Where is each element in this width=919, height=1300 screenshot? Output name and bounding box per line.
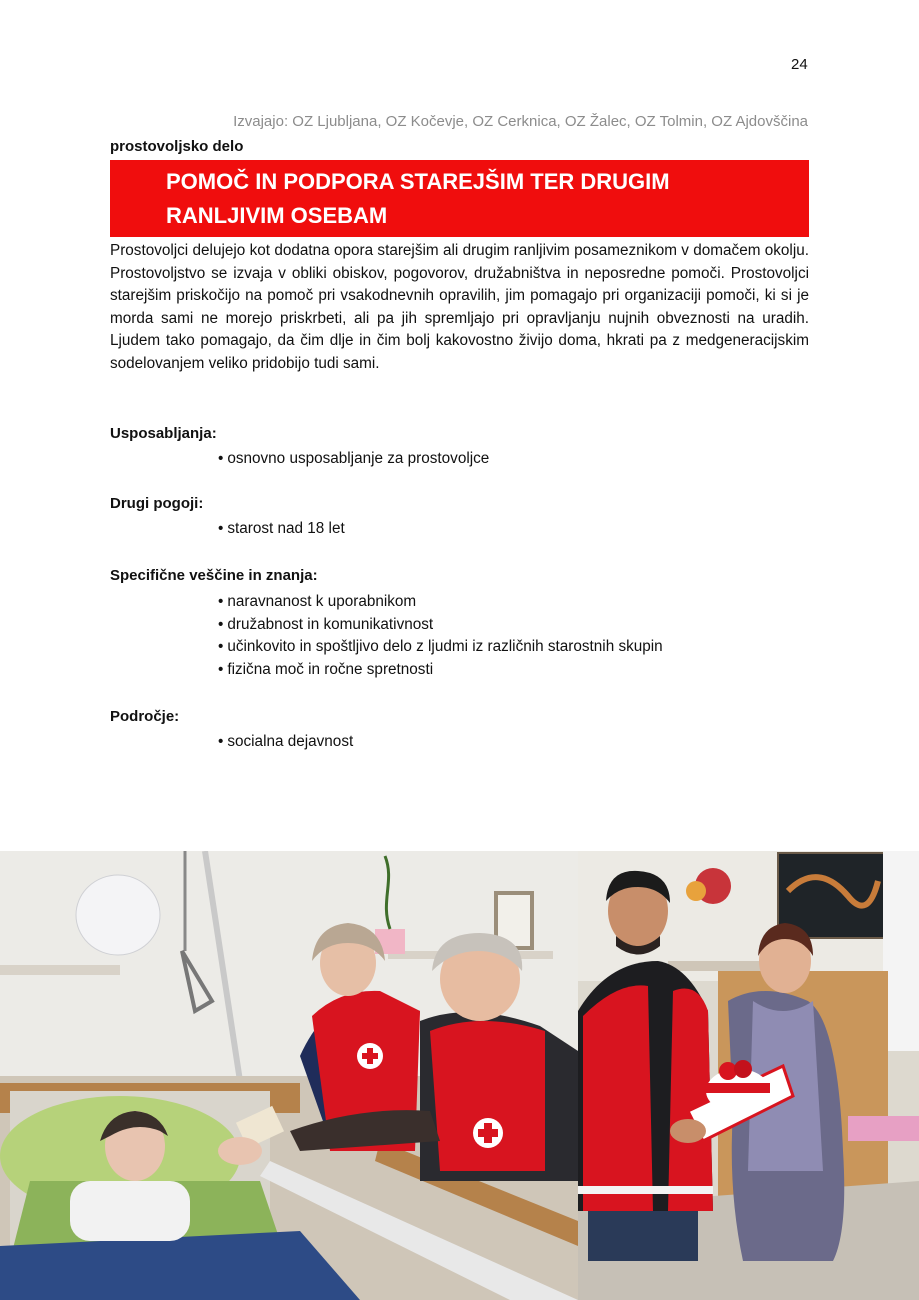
list-item xyxy=(218,518,345,541)
skills-list xyxy=(218,591,663,681)
page-number: 24 xyxy=(791,56,808,73)
training-list xyxy=(218,448,489,471)
list-item-text: starost nad 18 let xyxy=(227,520,345,537)
conditions-list xyxy=(218,518,345,541)
photo-bedside-visit xyxy=(0,851,578,1300)
list-item xyxy=(218,591,663,614)
section-label-skills: Specifične veščine in znanja: xyxy=(110,567,318,584)
list-item xyxy=(218,448,489,471)
section-label-area: Področje: xyxy=(110,708,180,725)
list-item-text: fizična moč in ročne spretnosti xyxy=(227,660,434,678)
list-item-text: osnovno usposabljanje za prostovoljce xyxy=(227,450,490,467)
photo-cake-gift xyxy=(578,851,919,1300)
executors-line: Izvajajo: OZ Ljubljana, OZ Kočevje, OZ Cerknica, OZ Žalec, OZ Tolmin, OZ Ajdovščina xyxy=(233,113,808,130)
list-item xyxy=(218,614,663,637)
section-label-training: Usposabljanja: xyxy=(110,425,217,442)
list-item-text: družabnost in komunikativnost xyxy=(227,615,434,633)
list-item xyxy=(218,731,353,754)
list-item xyxy=(218,659,663,682)
list-item-text: naravnanost k uporabnikom xyxy=(227,593,417,610)
area-list xyxy=(218,731,353,754)
list-item xyxy=(218,636,663,659)
list-item-text: socialna dejavnost xyxy=(227,733,354,750)
title-bar xyxy=(110,160,809,237)
title-line: POMOČ IN PODPORA STAREJŠIM TER DRUGIM xyxy=(166,169,670,194)
section-label-conditions: Drugi pogoji: xyxy=(110,495,204,512)
intro-paragraph: Prostovoljci delujejo kot dodatna opora starejšim ali drugim ranljivim posameznikom v domačem okolju. Prostovoljstvo se izvaja v obliki obiskov, pogovorov, družabništva in neposredne pomoči. Prostovoljci starejšim priskočijo na pomoč pri vsakodnevnih opravilih, jim pomagajo pri organizaciji pomoči, ki si je morda sami ne morejo priskrbeti, ali pa jih spremljajo pri opravljanju nujnih obveznosti na uradih. Ljudem tako pomagajo, da čim dlje in čim bolj kakovostno živijo doma, hkrati pa z medgeneracijskim sodelovanjem veliko pridobijo tudi sami. xyxy=(110,242,809,372)
page-title xyxy=(166,165,786,233)
title-line: RANLJIVIM OSEBAM xyxy=(166,203,388,228)
list-item-text: učinkovito in spoštljivo delo z ljudmi iz različnih starostnih skupin xyxy=(227,638,663,655)
category-label: prostovoljsko delo xyxy=(110,138,244,155)
